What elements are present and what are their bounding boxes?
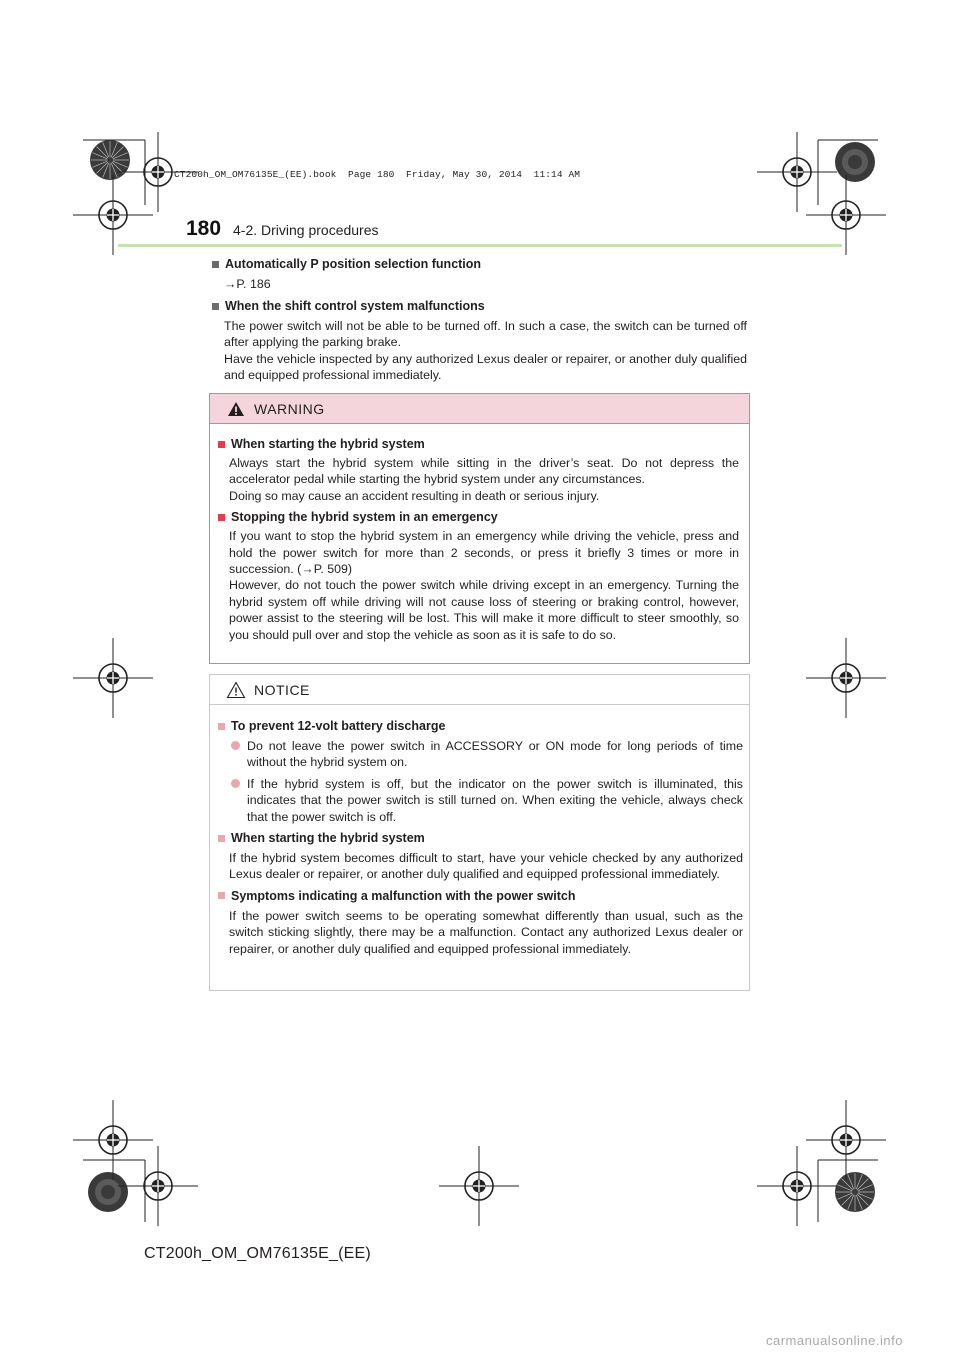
print-stamp: CT200h_OM_OM76135E_(EE).book Page 180 Friday, May 30, 2014 11:14 AM [174,169,581,180]
intro-section-auto-p [212,257,747,292]
paragraph: If the power switch seems to be operating somewhat differently than usual, such as the switch sticking slightly, there may be a malfunction. Contact any authorized Lexus dealer or repairer, or another duly qualified and equipped professional immediately. [229,908,743,956]
watermark: carmanualsonline.info [766,1333,903,1348]
section-heading: To prevent 12-volt battery discharge [218,719,743,733]
notice-section [218,831,743,883]
square-bullet-icon [218,441,225,448]
warning-section [218,437,739,504]
circle-bullet-icon [231,779,240,788]
section-heading: Automatically P position selection function [212,257,747,271]
section-heading: Symptoms indicating a malfunction with the power switch [218,889,743,903]
square-bullet-icon [218,514,225,521]
section-heading: When starting the hybrid system [218,437,739,451]
warning-box [209,393,750,664]
square-bullet-icon [218,835,225,842]
document-code: CT200h_OM_OM76135E_(EE) [144,1245,371,1262]
paragraph: Have the vehicle inspected by any authorized Lexus dealer or repairer, or another duly qualified and equipped professional immediately. [224,351,747,383]
list-item: If the hybrid system is off, but the indicator on the power switch is illuminated, this indicates that the power switch is still turned on. When exiting the vehicle, always check that the power switch is off. [231,776,743,825]
notice-box [209,674,750,991]
paragraph: If you want to stop the hybrid system in an emergency while driving the vehicle, press and hold the power switch for more than 2 seconds, or press it briefly 3 times or more in succession. (→P. 509) [229,529,739,577]
warning-header [210,394,749,424]
intro-section-shift-malfunction [212,299,747,384]
paragraph: Always start the hybrid system while sitting in the driver’s seat. Do not depress the accelerator pedal while starting the hybrid system under any circumstances. [229,456,739,487]
circle-bullet-icon [231,741,240,750]
list-item: Do not leave the power switch in ACCESSORY or ON mode for long periods of time without the hybrid system on. [231,738,743,771]
section-heading: When starting the hybrid system [218,831,743,845]
warning-section [218,510,739,643]
notice-header [210,675,749,705]
square-bullet-icon [212,303,219,310]
header-rule [118,244,842,247]
paragraph: If the hybrid system becomes difficult to start, have your vehicle checked by any authorized Lexus dealer or repairer, or another duly qualified and equipped professional immediately. [229,851,743,882]
section-heading: When the shift control system malfunctions [212,299,747,313]
paragraph: Doing so may cause an accident resulting in death or serious injury. [229,488,600,503]
chapter-title: 4-2. Driving procedures [233,222,379,238]
notice-label: NOTICE [254,681,310,698]
paragraph: However, do not touch the power switch while driving except in an emergency. Turning the hybrid system off while driving will not cause loss of steering or braking control, however, power assist to the steering will be lost. This will make it more difficult to steer smoothly, so you should pull over and stop the vehicle as soon as it is safe to do so. [229,578,739,642]
notice-section [218,889,743,957]
page-reference-link[interactable]: →P. 186 [224,277,271,291]
section-heading: Stopping the hybrid system in an emergency [218,510,739,524]
notice-section-battery [218,719,743,825]
square-bullet-icon [218,723,225,730]
page-number: 180 [186,217,222,240]
square-bullet-icon [218,892,225,899]
warning-label: WARNING [254,400,325,417]
warning-triangle-icon [227,401,245,417]
notice-triangle-icon [226,681,246,699]
paragraph: The power switch will not be able to be turned off. In such a case, the switch can be turned off after applying the parking brake. [224,319,747,350]
square-bullet-icon [212,261,219,268]
